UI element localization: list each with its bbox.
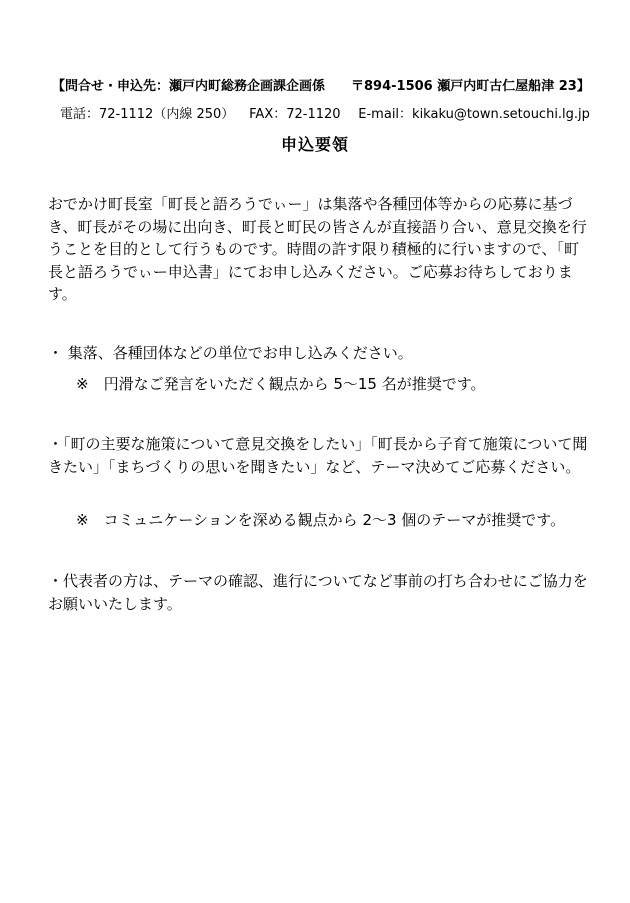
intro-paragraph: おでかけ町長室「町長と語ろうでぃー」は集落や各種団体等からの応募に基づき、町長がその場に出向き、町長と町民の皆さんが直接語り合い、意見交換を行うことを目的として行うものです。時間の許す限り積極的に行いますので、「町長と語ろうでぃー申込書」にてお申し込みください。ご応募お待ちしております。 [48,195,587,303]
page-title: 申込要領 [280,135,349,154]
bullet-item-2: ・「町の主要な施策について意見交換をしたい」「町長から子育て施策について聞きたい」「まちづくりの思いを聞きたい」など、テーマ決めてご応募ください。 [48,435,588,476]
contact-phone: 電話：72-1112（内線 250） [60,107,235,122]
contact-fax: FAX：72-1120 [249,107,341,122]
contact-email: E-mail：kikaku@town.setouchi.lg.jp [358,107,590,122]
note-item-1: ※ 円滑なご発言をいただく観点から 5〜15 名が推奨です。 [76,375,486,393]
contact-address-line: 【問合せ・申込先：瀬戸内町総務企画課企画係 〒894-1506 瀬戸内町古仁屋船津 23】 [52,79,590,94]
bullet-item-1: ・ 集落、各種団体などの単位でお申し込みください。 [48,344,413,362]
bullet-item-3: ・代表者の方は、テーマの確認、進行についてなど事前の打ち合わせにご協力をお願いいたします。 [48,572,588,613]
note-item-2: ※ コミュニケーションを深める観点から 2〜3 個のテーマが推奨です。 [76,511,566,529]
contact-info-line [60,103,620,122]
